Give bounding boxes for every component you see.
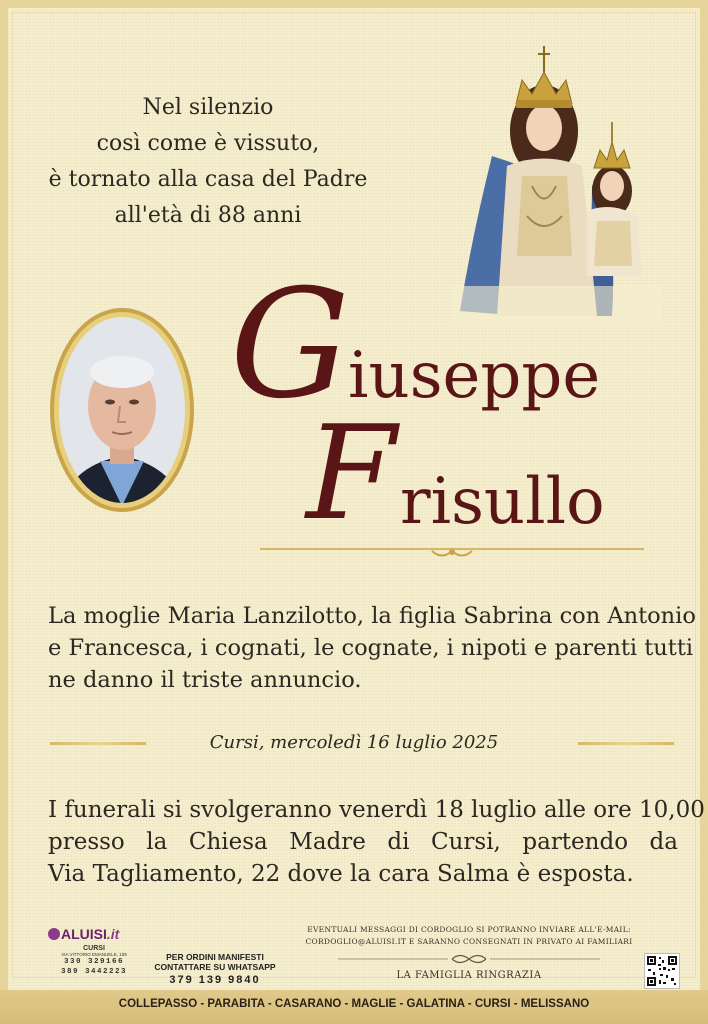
condolences-line: EVENTUALI MESSAGGI DI CORDOGLIO SI POTRANNO INVIARE ALL'E-MAIL: [307,925,631,934]
funeral-line: I funerali si svolgeranno venerdì 18 luglio alle ore 10,00 [48,797,705,823]
verse-line: è tornato alla casa del Padre [48,167,368,192]
first-name-initial: G [230,258,350,432]
funeral-line: presso la Chiesa Madre di Cursi, partendo da [48,829,678,855]
madonna-statue-image [452,36,662,326]
brand-mark-icon [48,928,60,940]
whatsapp-phone: 379 139 9840 [169,974,261,986]
towns-list: COLLEPASSO - PARABITA - CASARANO - MAGLIE - GALATINA - CURSI - MELISSANO [118,998,590,1010]
brand-city: CURSI [83,945,105,952]
orders-line: CONTATTARE SU WHATSAPP [154,962,276,972]
last-name-initial: F [306,397,397,549]
condolences-info [294,924,644,948]
condolences-line: CORDOGLIO@ALUISI.IT E SARANNO CONSEGNATI IN PRIVATO AI FAMILIARI [305,937,633,946]
place-date: Cursi, mercoledì 16 luglio 2025 [209,732,499,753]
orders-info [146,952,284,986]
brand-address: VIA VITTORIO EMANUELE, 109 [61,952,127,957]
announcement-line: e Francesca, i cognati, le cognate, i nipoti e parenti tutti [48,635,694,661]
qr-code-icon[interactable] [644,953,680,989]
verse-line: all'età di 88 anni [114,203,302,228]
first-name-rest: iuseppe [348,339,601,413]
funeral-details [48,794,705,890]
brand-logo [48,926,140,942]
brand-phone: 389 3442223 [60,968,127,976]
verse-line: Nel silenzio [142,95,274,120]
brand-name: ALUISI [61,926,107,942]
verse-line: così come è vissuto, [96,131,320,156]
brand-suffix: .it [106,926,120,942]
agency-brand [48,926,140,977]
announcement [48,600,696,696]
funeral-line: Via Tagliamento, 22 dove la cara Salma è esposta. [48,861,634,887]
announcement-line: ne danno il triste annuncio. [48,667,362,693]
orders-line: PER ORDINI MANIFESTI [166,952,264,962]
announcement-line: La moglie Maria Lanzilotto, la figlia Sabrina con Antonio [48,603,696,629]
towns-bar [0,990,708,1024]
verse [48,90,368,234]
ornament-small [338,952,600,966]
family-thanks: LA FAMIGLIA RINGRAZIA [396,970,542,981]
last-name-rest: risullo [400,465,605,539]
brand-phone: 330 329166 [63,958,124,966]
ornament-divider [260,542,644,560]
deceased-portrait [48,306,196,514]
